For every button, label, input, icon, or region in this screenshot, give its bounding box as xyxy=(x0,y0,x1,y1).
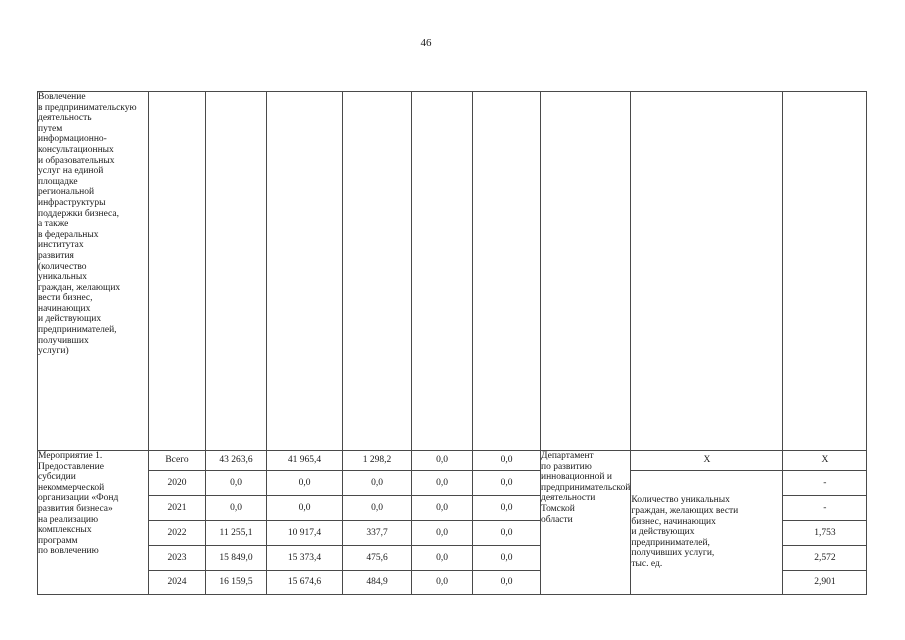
amount-cell: 0,0 xyxy=(412,571,473,595)
executor-text: Департамент по развитию инновационной и предпринимательской деятельности Томской области xyxy=(541,451,631,525)
empty-cell xyxy=(206,92,267,451)
amount-cell: 0,0 xyxy=(473,571,541,595)
intro-description xyxy=(38,92,149,451)
amount-cell: 43 263,6 xyxy=(206,451,267,471)
amount-cell: 0,0 xyxy=(206,471,267,496)
empty-cell xyxy=(149,92,206,451)
indicator-value-cell: 2,901 xyxy=(783,571,867,595)
amount-cell: 475,6 xyxy=(343,546,412,571)
indicator-value-cell: - xyxy=(783,496,867,521)
year-row xyxy=(38,471,867,496)
measure-description xyxy=(38,451,149,595)
amount-cell: 0,0 xyxy=(473,496,541,521)
indicator-text: Количество уникальных граждан, желающих вести бизнес, начинающих и действующих предпринимателей, получивших услуги, тыс. ед. xyxy=(631,495,739,569)
amount-cell: 10 917,4 xyxy=(267,521,343,546)
empty-cell xyxy=(412,92,473,451)
amount-cell: 15 849,0 xyxy=(206,546,267,571)
period-cell: 2024 xyxy=(149,571,206,595)
amount-cell: 0,0 xyxy=(412,471,473,496)
indicator-mark-cell: Х xyxy=(631,451,783,471)
amount-cell: 0,0 xyxy=(473,471,541,496)
amount-cell: 0,0 xyxy=(267,496,343,521)
indicator-value-cell: - xyxy=(783,471,867,496)
amount-cell: 0,0 xyxy=(473,451,541,471)
indicator-cell xyxy=(631,471,783,595)
period-cell: Всего xyxy=(149,451,206,471)
amount-cell: 15 674,6 xyxy=(267,571,343,595)
indicator-value-cell: 1,753 xyxy=(783,521,867,546)
period-cell: 2021 xyxy=(149,496,206,521)
amount-cell: 16 159,5 xyxy=(206,571,267,595)
amount-cell: 0,0 xyxy=(412,521,473,546)
empty-cell xyxy=(473,92,541,451)
empty-cell xyxy=(267,92,343,451)
amount-cell: 0,0 xyxy=(473,546,541,571)
amount-cell: 0,0 xyxy=(343,471,412,496)
period-cell: 2020 xyxy=(149,471,206,496)
amount-cell: 337,7 xyxy=(343,521,412,546)
amount-cell: 11 255,1 xyxy=(206,521,267,546)
amount-cell: 0,0 xyxy=(412,546,473,571)
intro-row xyxy=(38,92,867,451)
empty-cell xyxy=(343,92,412,451)
measure-description-text: Мероприятие 1. Предоставление субсидии некоммерческой организации «Фонд развития бизнеса» на реализацию комплексных программ по вовлечению xyxy=(38,451,119,557)
amount-cell: 1 298,2 xyxy=(343,451,412,471)
indicator-value-cell: 2,572 xyxy=(783,546,867,571)
amount-cell: 0,0 xyxy=(343,496,412,521)
empty-cell xyxy=(541,92,631,451)
amount-cell: 0,0 xyxy=(412,451,473,471)
period-cell: 2023 xyxy=(149,546,206,571)
amount-cell: 0,0 xyxy=(206,496,267,521)
program-table xyxy=(37,91,867,595)
period-cell: 2022 xyxy=(149,521,206,546)
executor-cell xyxy=(541,451,631,595)
intro-description-text: Вовлечение в предпринимательскую деятельность путем информационно-консультационных и образовательных услуг на единой площадке региональной инфраструктуры поддержки бизнеса, а также в федеральных институтах развития (количество уникальных граждан, желающих вести бизнес, начинающих и действующих предпринимателей, получивших услуги) xyxy=(38,92,137,357)
page-number: 46 xyxy=(420,37,432,49)
amount-cell: 0,0 xyxy=(473,521,541,546)
empty-cell xyxy=(631,92,783,451)
value-mark-cell: Х xyxy=(783,451,867,471)
amount-cell: 0,0 xyxy=(412,496,473,521)
amount-cell: 484,9 xyxy=(343,571,412,595)
amount-cell: 15 373,4 xyxy=(267,546,343,571)
amount-cell: 0,0 xyxy=(267,471,343,496)
empty-cell xyxy=(783,92,867,451)
total-row xyxy=(38,451,867,471)
amount-cell: 41 965,4 xyxy=(267,451,343,471)
